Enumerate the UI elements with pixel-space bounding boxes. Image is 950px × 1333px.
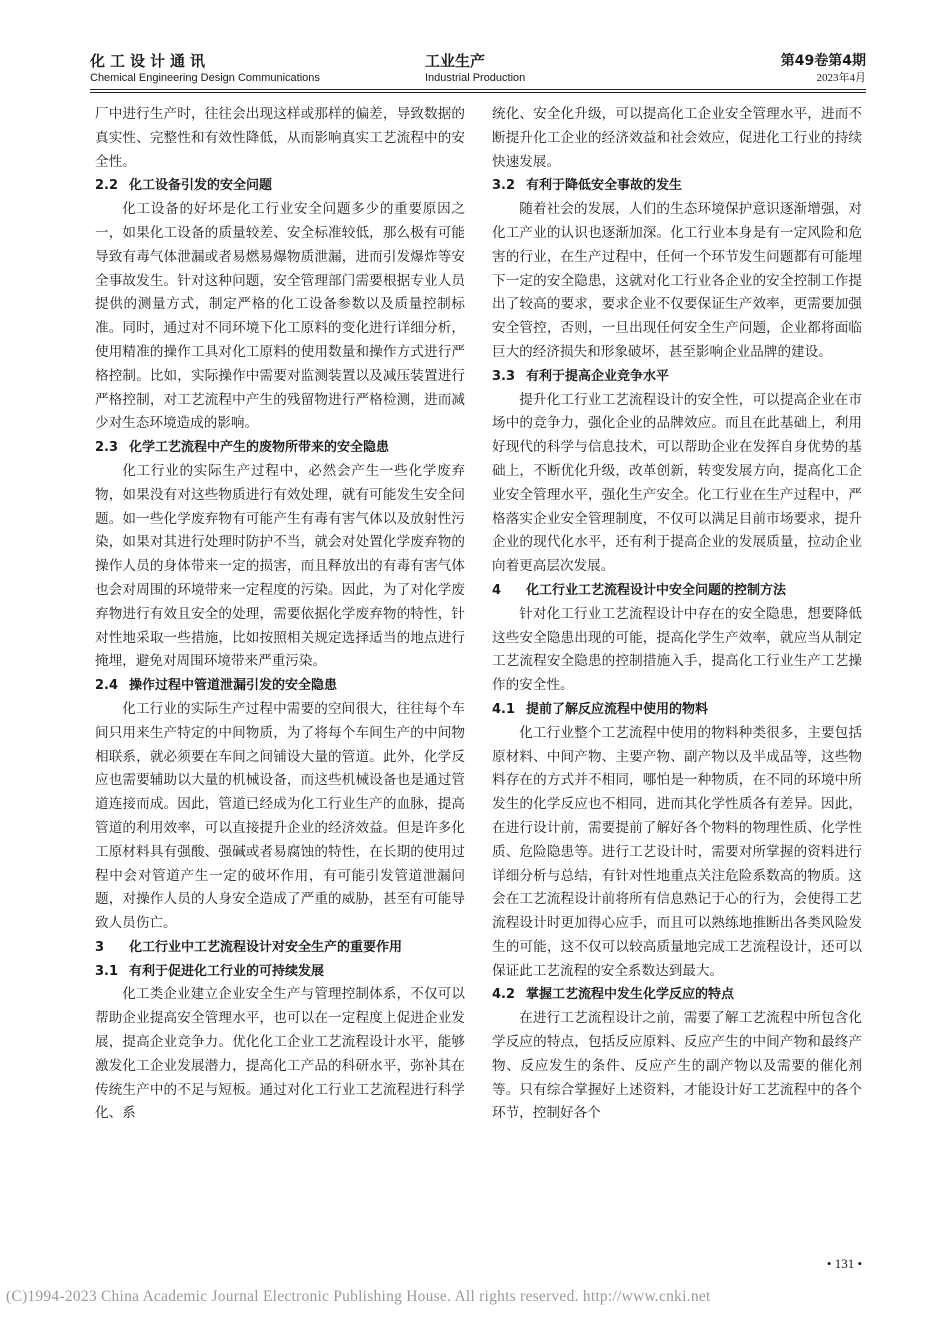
section-number: 2.4 xyxy=(95,678,119,694)
section-heading xyxy=(492,698,862,722)
body-paragraph: 化工行业的实际生产过程中需要的空间很大，往往每个车间只用来生产特定的中间物质，为了将每个车间生产的中间物相联系，就必须要在车间之间铺设大量的管道。此外，化学反应也需要辅助以大量的机械设备，而这些机械设备也是通过管道连接而成。因此，管道已经成为化工行业生产的血脉，提高管道的利用效率，可以直接提升企业的经济效益。但是许多化工原材料具有强酸、强碱或者易腐蚀的特性，在长期的使用过程中会对管道产生一定的破坏作用，有可能引发管道泄漏问题，对操作人员的人身安全造成了严重的威胁，甚至有可能导致人员伤亡。 xyxy=(95,700,465,932)
section-number: 3 xyxy=(95,939,105,955)
section-heading xyxy=(95,960,465,984)
body-paragraph: 随着社会的发展，人们的生态环境保护意识逐渐增强，对化工产业的认识也逐渐加深。化工行业本身是有一定风险和危害的行业，在生产过程中，任何一个环节发生问题都有可能埋下一定的安全隐患，这就对化工行业各企业的安全控制工作提出了较高的要求，要求企业不仅要保证生产效率，更需要加强安全管控，否则，一旦出现任何安全生产问题，企业都将面临巨大的经济损失和形象破坏，甚至影响企业品牌的建设。 xyxy=(492,201,862,360)
body-paragraph: 化工行业整个工艺流程中使用的物料种类很多，主要包括原材料、中间产物、主要产物、副产物以及半成品等，这些物料存在的方式并不相同，哪怕是一种物质，在不同的环境中所发生的化学反应也不相同，进而其化学性质各有差异。因此，在进行设计前，需要提前了解好各个物料的物理性质、化学性质、危险隐患等。进行工艺设计时，需要对所掌握的资料进行详细分析与总结，有针对性地重点关注危险系数高的物质。这会在工艺流程设计前将所有信息熟记于心的行为，会使得工艺流程设计时更加得心应手，而且可以熟练地推断出各类风险发生的可能，这不仅可以较高质量地完成工艺流程设计，还可以保证此工艺流程的安全系数达到最大。 xyxy=(492,724,862,979)
page-number: • 131 • xyxy=(826,1256,862,1271)
body-paragraph: 厂中进行生产时，往往会出现这样或那样的偏差，导致数据的真实性、完整性和有效性降低，从而影响真实工艺流程中的安全性。 xyxy=(95,106,465,170)
section-title: 提前了解反应流程中使用的物料 xyxy=(526,701,709,717)
section-title: 有利于促进化工行业的可持续发展 xyxy=(129,963,325,979)
section-number: 2.3 xyxy=(95,440,119,456)
journal-title-cn: 化工设计通讯 xyxy=(90,52,211,70)
section-heading xyxy=(95,436,465,460)
section-title: 掌握工艺流程中发生化学反应的特点 xyxy=(526,987,735,1003)
section-number: 3.3 xyxy=(492,368,516,384)
issue-date: 2023年4月 xyxy=(816,72,866,84)
right-column xyxy=(492,103,862,1126)
body-paragraph: 化工类企业建立企业安全生产与管理控制体系，不仅可以帮助企业提高安全管理水平，也可以在一定程度上促进企业发展，提高企业竞争力。优化化工企业工艺流程设计水平，能够激发化工企业发展潜力，提高化工产品的科研水平，弥补其在传统生产中的不足与短板。通过对化工行业工艺流程进行科学化、系 xyxy=(95,986,465,1122)
section-block xyxy=(425,52,525,86)
body-paragraph: 统化、安全化升级，可以提高化工企业安全管理水平，进而不断提升化工企业的经济效益和社会效应，促进化工行业的持续快速发展。 xyxy=(492,106,862,170)
section-number: 4.1 xyxy=(492,701,516,717)
body-paragraph: 化工设备的好坏是化工行业安全问题多少的重要原因之一，如果化工设备的质量较差、安全标准较低，那么极有可能导致有毒气体泄漏或者易燃易爆物质泄漏，进而引发爆炸等安全事故发生。针对这种问题，安全管理部门需要根据专业人员提供的测量方式，制定严格的化工设备参数以及质量控制标准。同时，通过对不同环境下化工原料的变化进行详细分析，使用精准的操作工具对化工原料的使用数量和操作方式进行严格控制。比如，实际操作中需要对监测装置以及减压装置进行严格控制，对工艺流程中产生的残留物进行严格检测，进而减少对生态环境造成的影响。 xyxy=(95,201,465,432)
section-heading xyxy=(95,936,465,960)
left-column xyxy=(95,103,465,1126)
section-heading xyxy=(492,365,862,389)
section-title: 化工设备引发的安全问题 xyxy=(129,178,273,194)
section-heading xyxy=(95,674,465,698)
issue-block xyxy=(781,52,866,86)
body-paragraph: 在进行工艺流程设计之前，需要了解工艺流程中所包含化学反应的特点，包括反应原料、反应产生的中间产物和最终产物、反应发生的条件、反应产生的副产物以及需要的催化剂等。只有综合掌握好上述资料，才能设计好工艺流程中的各个环节，控制好各个 xyxy=(492,1010,862,1122)
section-number: 2.2 xyxy=(95,178,119,194)
header-rule-top xyxy=(90,89,866,90)
section-title: 有利于提高企业竞争水平 xyxy=(526,368,670,384)
section-title: 化工行业工艺流程设计中安全问题的控制方法 xyxy=(526,582,787,598)
section-number: 4.2 xyxy=(492,987,516,1003)
section-title: 化学工艺流程中产生的废物所带来的安全隐患 xyxy=(129,440,390,456)
section-heading xyxy=(492,174,862,198)
section-heading xyxy=(492,579,862,603)
header-rule-bottom xyxy=(90,92,866,93)
page-header xyxy=(90,52,866,90)
section-title-cn: 工业生产 xyxy=(425,52,486,70)
journal-name-block xyxy=(90,52,320,86)
section-title-en: Industrial Production xyxy=(425,72,526,84)
section-number: 3.2 xyxy=(492,178,516,194)
body-paragraph: 化工行业的实际生产过程中，必然会产生一些化学废弃物，如果没有对这些物质进行有效处理，就有可能发生安全问题。如一些化学废弃物有可能产生有毒有害气体以及放射性污染，如果对其进行处理时防护不当，就会对处置化学废弃物的操作人员的身体带来一定的损害，而且释放出的有毒有害气体也会对周围的环境带来一定程度的污染。因此，为了对化学废弃物进行有效且安全的处理，需要依据化学废弃物的特性，针对性地采取一些措施，比如按照相关规定选择适当的地点进行掩埋，避免对周围环境带来严重污染。 xyxy=(95,462,465,670)
section-number: 3.1 xyxy=(95,963,119,979)
section-title: 操作过程中管道泄漏引发的安全隐患 xyxy=(129,678,338,694)
section-heading xyxy=(95,174,465,198)
body-paragraph: 提升化工行业工艺流程设计的安全性，可以提高企业在市场中的竞争力，强化企业的品牌效应。而且在此基础上，利用好现代的科学与信息技术，可以帮助企业在发挥自身优势的基础上，不断优化升级，改革创新，转变发展方向，提高化工企业安全管理水平，强化生产安全。化工行业在生产过程中，严格落实企业安全管理制度，不仅可以满足目前市场要求，提升企业的现代化水平，还有利于提高企业的发展质量，拉动企业向着更高层次发展。 xyxy=(492,391,862,575)
body-paragraph: 针对化工行业工艺流程设计中存在的安全隐患，想要降低这些安全隐患出现的可能，提高化学生产效率，就应当从制定工艺流程安全隐患的控制措施入手，提高化工行业生产工艺操作的安全性。 xyxy=(492,605,862,694)
copyright-footer: (C)1994-2023 China Academic Journal Electronic Publishing House. All rights reserved. http://www.cnki.net xyxy=(6,1288,711,1305)
section-heading xyxy=(492,983,862,1007)
section-title: 有利于降低安全事故的发生 xyxy=(526,178,683,194)
journal-title-en: Chemical Engineering Design Communications xyxy=(90,72,320,84)
section-number: 4 xyxy=(492,582,502,598)
section-title: 化工行业中工艺流程设计对安全生产的重要作用 xyxy=(129,939,403,955)
issue-number: 第49卷第4期 xyxy=(780,53,866,69)
